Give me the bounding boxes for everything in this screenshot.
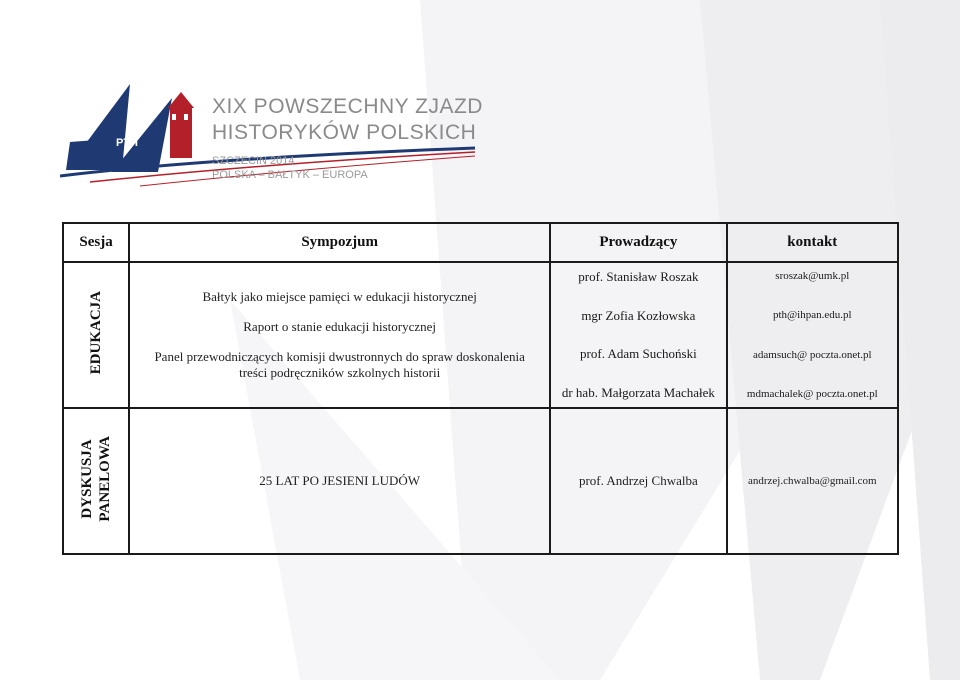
symposium-title: Panel przewodniczących komisji dwustronnych do spraw doskonalenia treści podręczników szkolnych historii — [154, 349, 525, 380]
hosts-cell — [550, 262, 726, 408]
symposium-title: Bałtyk jako miejsce pamięci w edukacji historycznej — [202, 289, 477, 304]
logo-title-line1: XIX POWSZECHNY ZJAZD — [212, 95, 483, 118]
contact-email: pth@ihpan.edu.pl — [773, 309, 852, 322]
session-cell — [63, 408, 129, 554]
symposium-cell — [129, 262, 550, 408]
schedule-table — [62, 222, 899, 555]
logo-title-line2: HISTORYKÓW POLSKICH — [212, 121, 477, 144]
logo-city-year: SZCZECIN 2014 — [212, 155, 295, 167]
contact-email: adamsuch@ poczta.onet.pl — [753, 348, 872, 361]
contacts-cell — [727, 262, 898, 408]
table-row — [63, 262, 898, 408]
host-name: dr hab. Małgorzata Machałek — [561, 384, 715, 400]
host-name: prof. Andrzej Chwalba — [550, 408, 726, 554]
congress-logo — [60, 78, 483, 188]
column-header-sesja: Sesja — [63, 223, 129, 262]
table-row — [63, 408, 898, 554]
contact-email: sroszak@umk.pl — [775, 270, 850, 282]
contact-email: mdmachalek@ poczta.onet.pl — [746, 387, 878, 400]
logo-motto: POLSKA – BAŁTYK – EUROPA — [212, 169, 368, 181]
session-label-line1: DYSKUSJA — [79, 438, 96, 519]
table-header-row — [63, 223, 898, 262]
host-name: prof. Stanisław Roszak — [578, 269, 699, 284]
host-name: mgr Zofia Kozłowska — [581, 307, 696, 323]
host-name: prof. Adam Suchoński — [580, 346, 697, 362]
session-label-line2: PANELOWA — [97, 435, 114, 522]
logo-text — [212, 94, 483, 182]
session-label — [78, 436, 114, 522]
contact-email: andrzej.chwalba@gmail.com — [727, 408, 898, 554]
session-cell — [63, 262, 129, 408]
symposium-title: Raport o stanie edukacji historycznej — [243, 319, 437, 334]
column-header-prowadzacy: Prowadzący — [550, 223, 726, 262]
pth-badge: PTH — [116, 137, 138, 149]
symposium-title: 25 LAT PO JESIENI LUDÓW — [129, 408, 550, 554]
column-header-sympozjum: Sympozjum — [129, 223, 550, 262]
column-header-kontakt: kontakt — [727, 223, 898, 262]
session-label: EDUKACJA — [88, 290, 105, 375]
